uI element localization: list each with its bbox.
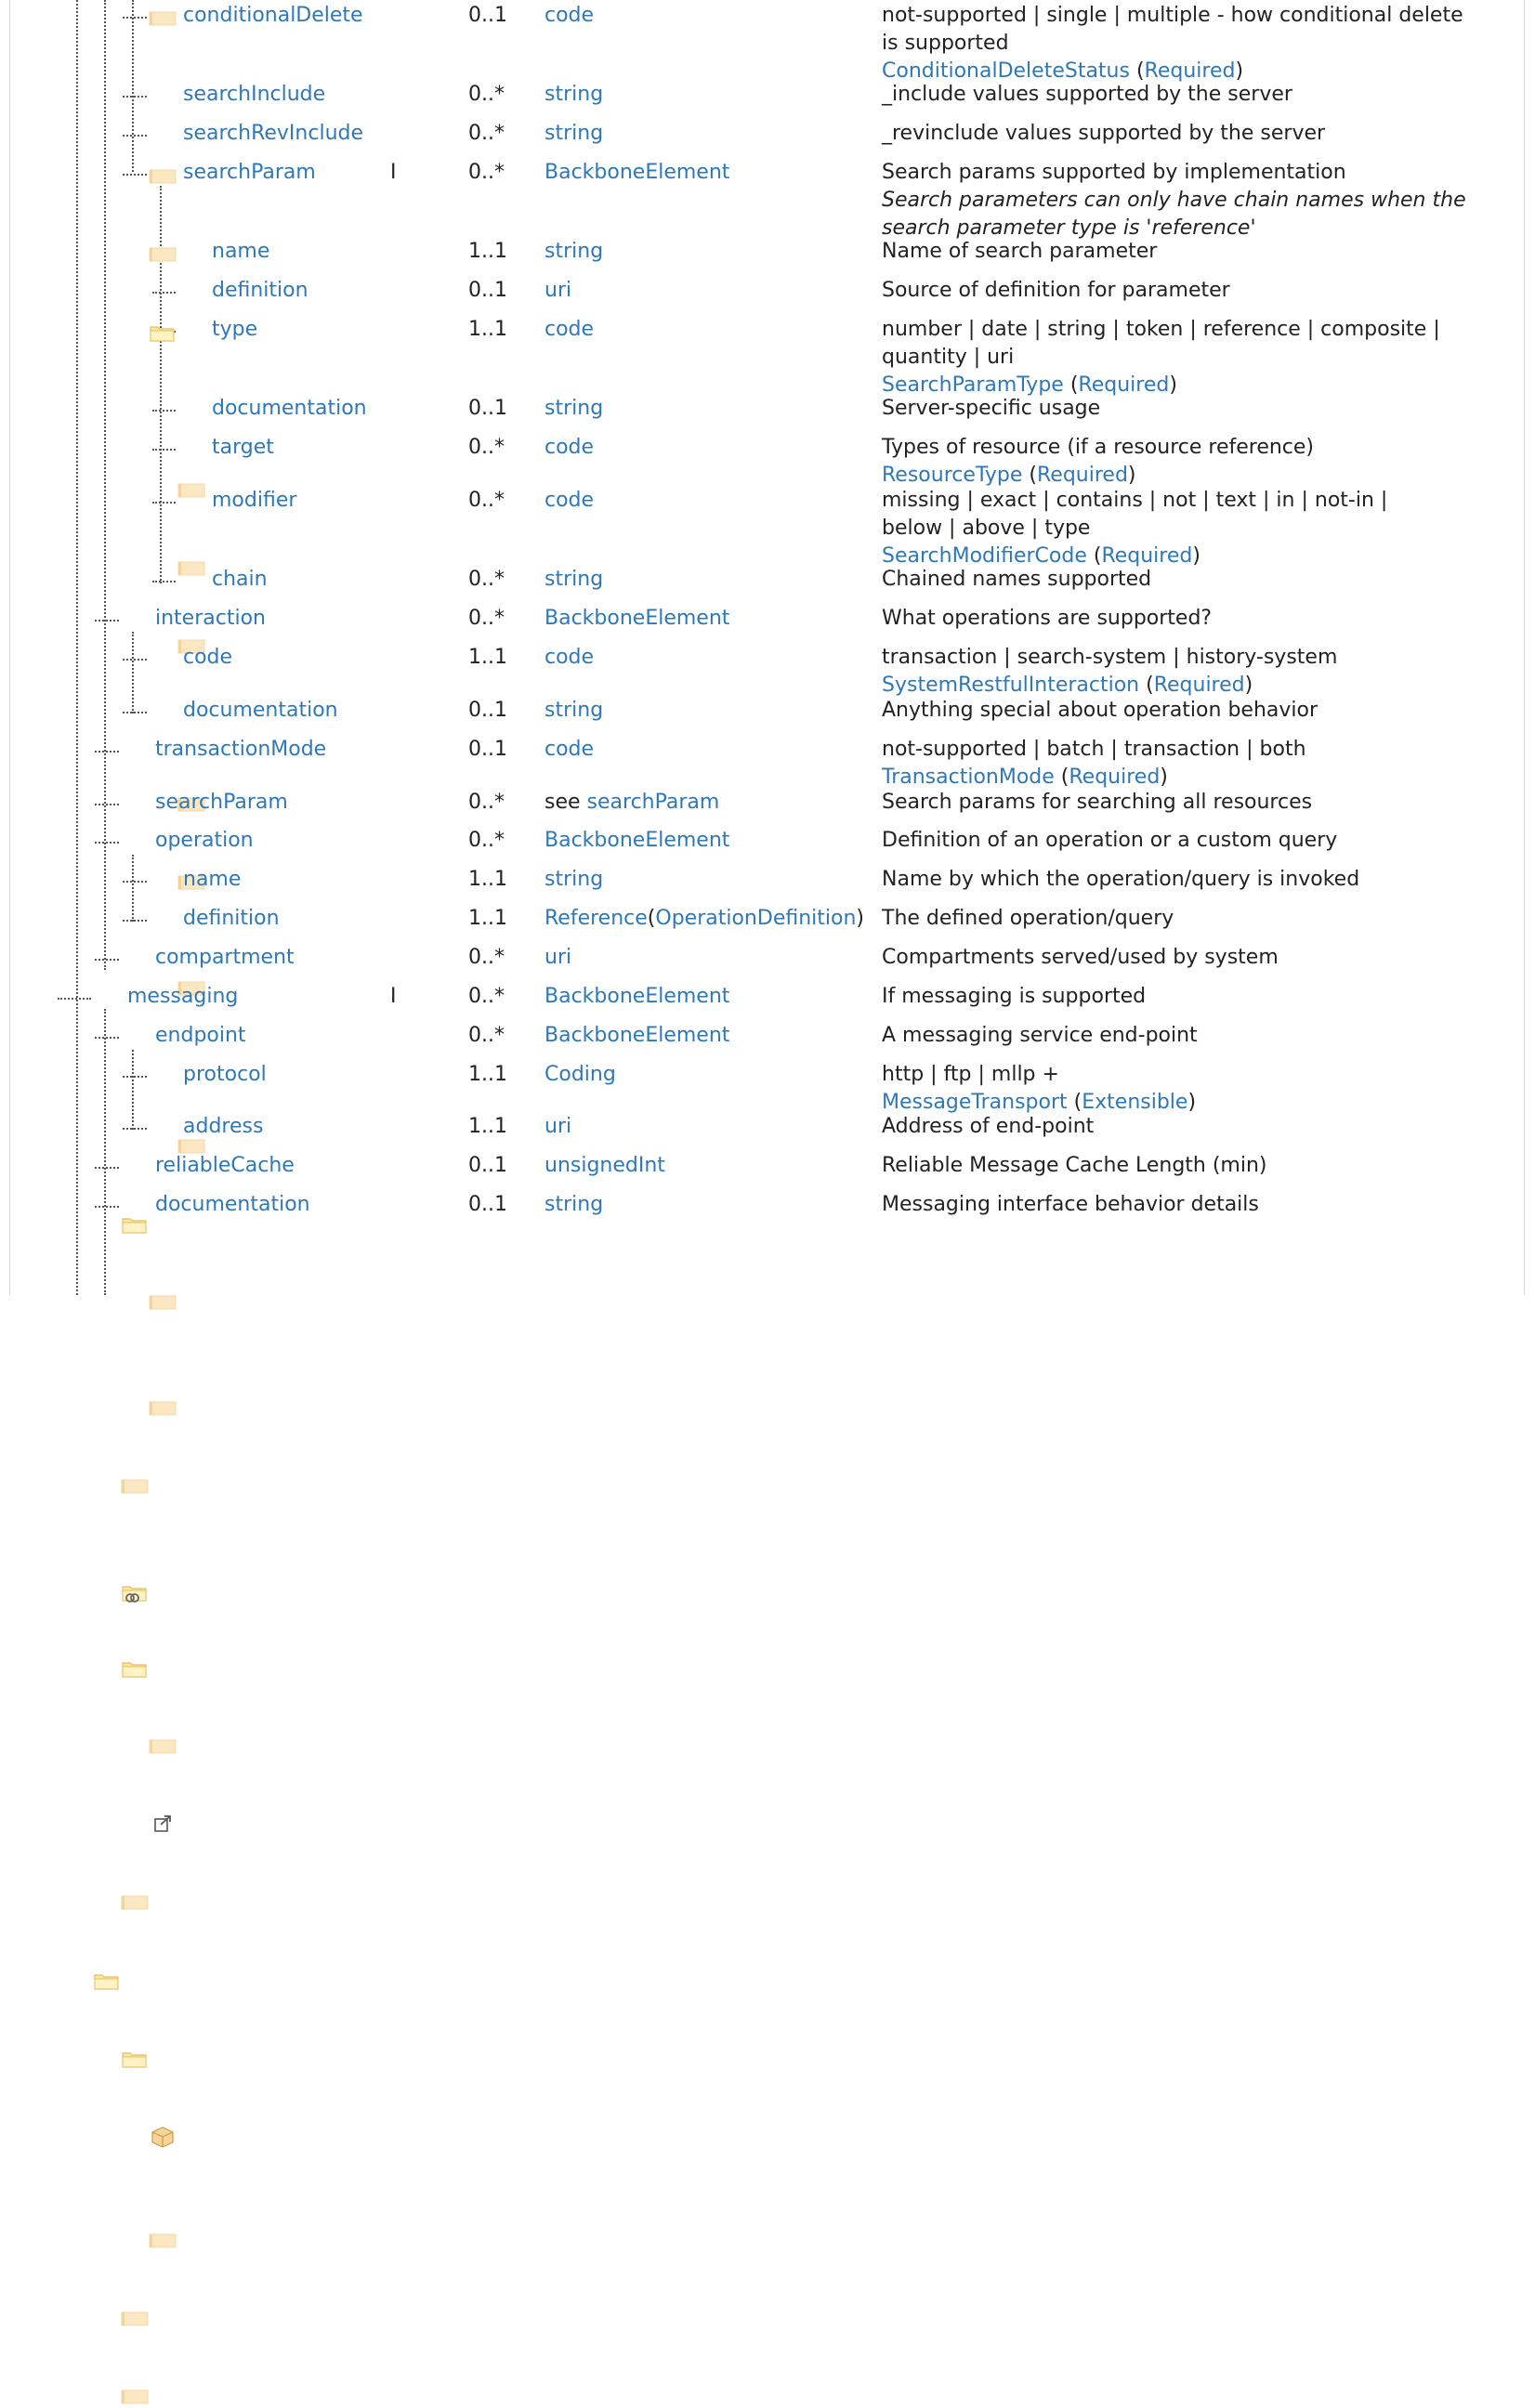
binding-strength-link[interactable]: Required xyxy=(1153,674,1245,697)
type-cell xyxy=(544,2,594,30)
description-line: http | ftp | mllp + xyxy=(882,1063,1059,1086)
description-line: Anything special about operation behavior xyxy=(882,699,1319,722)
description xyxy=(882,238,1495,266)
cardinality: 0..* xyxy=(468,829,505,852)
tree-guide-endpoint xyxy=(132,1050,134,1130)
type-cell xyxy=(544,566,603,594)
type-cell xyxy=(544,905,864,933)
type-cell xyxy=(544,1022,729,1050)
cardinality: 0..* xyxy=(468,946,505,969)
type-cell xyxy=(544,1191,603,1219)
cardinality: 0..* xyxy=(468,985,505,1008)
binding: SearchParamType (Required) xyxy=(882,373,1177,397)
element-name-link[interactable]: searchInclude xyxy=(183,83,326,106)
folder-icon xyxy=(121,2048,149,2066)
datatype-icon xyxy=(149,2126,177,2144)
tree-connector xyxy=(123,1076,147,1078)
type-link[interactable]: string xyxy=(544,397,604,420)
description-line: Search params supported by implementation xyxy=(882,161,1346,184)
element-name-link[interactable]: name xyxy=(183,868,242,891)
folder-icon xyxy=(121,1213,149,1232)
tree-guide-rest xyxy=(104,0,106,970)
description xyxy=(882,316,1495,399)
description xyxy=(882,944,1495,972)
description-line: Name of search parameter xyxy=(882,240,1158,263)
type-cell xyxy=(544,644,594,672)
cardinality: 0..1 xyxy=(468,397,507,420)
valueset-link[interactable]: TransactionMode xyxy=(882,766,1055,789)
type-link[interactable]: BackboneElement xyxy=(544,985,730,1008)
type-cell xyxy=(544,866,603,894)
type-link[interactable]: uri xyxy=(544,946,572,969)
description xyxy=(882,2,1495,85)
element-name-link[interactable]: name xyxy=(212,240,270,263)
element-name-link[interactable]: transactionMode xyxy=(155,738,327,761)
type-cell xyxy=(544,395,603,423)
tree-connector xyxy=(123,659,147,661)
tree-connector xyxy=(152,410,176,412)
tree-connector xyxy=(95,1206,119,1208)
type-cell xyxy=(544,316,594,344)
description-line: missing | exact | contains | not | text | in | not-in | xyxy=(882,489,1388,512)
right-border xyxy=(1524,0,1525,1295)
description xyxy=(882,866,1495,894)
cardinality: 0..* xyxy=(468,1024,505,1047)
cardinality: 0..* xyxy=(468,489,505,512)
cardinality: 1..1 xyxy=(468,868,507,891)
element-name-link[interactable]: searchRevInclude xyxy=(183,122,364,145)
type-cell xyxy=(544,238,603,266)
binding-strength-link[interactable]: Required xyxy=(1037,464,1128,487)
type-link[interactable]: BackboneElement xyxy=(544,1024,730,1047)
binding-strength-link[interactable]: Required xyxy=(1078,373,1170,397)
description xyxy=(882,277,1495,305)
description xyxy=(882,566,1495,594)
type-link[interactable]: searchParam xyxy=(586,791,720,814)
tree-connector xyxy=(123,920,147,922)
cardinality: 0..1 xyxy=(468,4,507,27)
description-line: If messaging is supported xyxy=(882,985,1147,1008)
element-name-link[interactable]: searchParam xyxy=(155,791,288,814)
description xyxy=(882,159,1495,242)
cardinality: 1..1 xyxy=(468,1063,507,1086)
type-link[interactable]: Reference xyxy=(544,907,648,930)
type-cell xyxy=(544,1113,571,1141)
tree-connector xyxy=(95,1167,119,1169)
type-cell xyxy=(544,605,729,633)
type-link[interactable]: code xyxy=(544,436,595,459)
folder-icon xyxy=(121,1657,149,1676)
description xyxy=(882,1152,1495,1180)
type-cell xyxy=(544,736,594,764)
binding-strength-link[interactable]: Extensible xyxy=(1082,1091,1188,1114)
element-icon xyxy=(177,557,205,576)
tree-connector xyxy=(123,1128,147,1130)
type-cell xyxy=(544,487,594,515)
element-icon xyxy=(149,1291,177,1310)
description xyxy=(882,81,1495,109)
description xyxy=(882,434,1495,490)
cardinality: 0..1 xyxy=(468,1193,507,1216)
binding: MessageTransport (Extensible) xyxy=(882,1091,1197,1114)
type-cell xyxy=(544,159,729,187)
element-name-link[interactable]: target xyxy=(212,436,274,459)
element-icon xyxy=(149,7,177,26)
type-link[interactable]: code xyxy=(544,4,595,27)
tree-connector xyxy=(123,96,147,98)
cardinality: 1..1 xyxy=(468,1115,507,1138)
type-link[interactable]: BackboneElement xyxy=(544,607,730,630)
type-paren: ( xyxy=(647,907,656,930)
element-name-link[interactable]: modifier xyxy=(212,489,297,512)
element-icon xyxy=(121,1475,149,1494)
description xyxy=(882,644,1495,700)
type-link[interactable]: code xyxy=(544,738,595,761)
cardinality: 0..* xyxy=(468,161,505,184)
tree-guide-resource xyxy=(132,0,134,172)
description xyxy=(882,983,1495,1011)
type-param-link[interactable]: OperationDefinition xyxy=(655,907,857,930)
description-line: Compartments served/used by system xyxy=(882,946,1279,969)
description-line: Address of end-point xyxy=(882,1115,1095,1138)
element-name-link[interactable]: endpoint xyxy=(155,1024,246,1047)
type-link[interactable]: string xyxy=(544,1193,604,1216)
type-link[interactable]: BackboneElement xyxy=(544,161,730,184)
binding: TransactionMode (Required) xyxy=(882,766,1168,789)
type-cell xyxy=(544,697,603,725)
description xyxy=(882,1113,1495,1141)
valueset-link[interactable]: ConditionalDeleteStatus xyxy=(882,59,1130,83)
binding: ResourceType (Required) xyxy=(882,464,1136,487)
tree-connector xyxy=(152,449,176,451)
folder-icon xyxy=(93,1970,121,1988)
binding: SearchModifierCode (Required) xyxy=(882,544,1200,568)
tree-connector xyxy=(95,751,119,752)
element-icon xyxy=(149,165,177,184)
binding-strength-link[interactable]: Required xyxy=(1069,766,1161,789)
type-paren: ) xyxy=(856,907,864,930)
cardinality: 1..1 xyxy=(468,646,507,669)
description-line: not-supported | batch | transaction | both xyxy=(882,738,1306,761)
description-line: is supported xyxy=(882,32,1009,55)
tree-connector xyxy=(123,135,147,137)
type-link[interactable]: string xyxy=(544,699,604,722)
description-line: Server-specific usage xyxy=(882,397,1101,420)
binding: SystemRestfulInteraction (Required) xyxy=(882,674,1253,697)
description xyxy=(882,605,1495,633)
element-name-link[interactable]: compartment xyxy=(155,946,295,969)
element-name-link[interactable]: operation xyxy=(155,829,254,852)
element-name-link[interactable]: type xyxy=(212,318,258,341)
description-line: not-supported | single | multiple - how conditional delete xyxy=(882,4,1463,27)
element-name-link[interactable]: conditionalDelete xyxy=(183,4,363,27)
description-line: _include values supported by the server xyxy=(882,83,1292,106)
type-cell xyxy=(544,434,594,462)
description-comment: search parameter type is 'reference' xyxy=(882,216,1256,240)
type-cell xyxy=(544,827,729,855)
valueset-link[interactable]: SystemRestfulInteraction xyxy=(882,674,1140,697)
tree-connector xyxy=(58,998,91,1000)
element-icon xyxy=(149,243,177,262)
tree-connector xyxy=(152,581,176,582)
description-line: Messaging interface behavior details xyxy=(882,1193,1259,1216)
element-icon xyxy=(149,1735,177,1754)
valueset-link[interactable]: SearchModifierCode xyxy=(882,544,1087,568)
description xyxy=(882,120,1495,148)
type-link[interactable]: uri xyxy=(544,1115,572,1138)
element-name-link[interactable]: documentation xyxy=(212,397,367,420)
description xyxy=(882,827,1495,855)
type-link[interactable]: unsignedInt xyxy=(544,1154,665,1177)
description-line: _revinclude values supported by the server xyxy=(882,122,1326,145)
cardinality: 0..1 xyxy=(468,738,507,761)
cardinality: 0..* xyxy=(468,791,505,814)
tree-connector xyxy=(95,804,119,805)
description-line: The defined operation/query xyxy=(882,907,1174,930)
tree-guide-operation xyxy=(132,855,134,922)
tree-connector xyxy=(123,712,147,713)
type-cell xyxy=(544,1152,665,1180)
description xyxy=(882,736,1495,792)
folder-icon xyxy=(149,321,177,340)
element-icon xyxy=(149,1397,177,1416)
description-comment: Search parameters can only have chain names when the xyxy=(882,189,1466,212)
type-cell xyxy=(544,1061,616,1089)
description xyxy=(882,1061,1495,1117)
element-name-link[interactable]: chain xyxy=(212,568,268,591)
type-cell xyxy=(544,277,571,305)
element-name-link[interactable]: messaging xyxy=(127,985,239,1008)
description-line: Reliable Message Cache Length (min) xyxy=(882,1154,1267,1177)
element-name-link[interactable]: protocol xyxy=(183,1063,267,1086)
tree-connector xyxy=(95,1037,119,1039)
cardinality: 0..* xyxy=(468,568,505,591)
description-line: What operations are supported? xyxy=(882,607,1213,630)
cardinality: 1..1 xyxy=(468,907,507,930)
type-link[interactable]: string xyxy=(544,122,604,145)
type-link[interactable]: code xyxy=(544,646,595,669)
element-icon xyxy=(121,2308,149,2326)
description-line: number | date | string | token | reference | composite | xyxy=(882,318,1440,341)
binding-strength-link[interactable]: Required xyxy=(1144,59,1236,83)
description xyxy=(882,697,1495,725)
tree-connector xyxy=(95,842,119,844)
element-name-link[interactable]: code xyxy=(183,646,233,669)
tree-connector xyxy=(152,292,176,294)
type-link[interactable]: BackboneElement xyxy=(544,829,730,852)
element-name-link[interactable]: documentation xyxy=(183,699,338,722)
external-reference-icon xyxy=(149,1813,177,1832)
element-icon xyxy=(177,479,205,498)
description-line: Definition of an operation or a custom query xyxy=(882,829,1338,852)
description xyxy=(882,1191,1495,1219)
description-line: Source of definition for parameter xyxy=(882,279,1230,302)
type-link[interactable]: uri xyxy=(544,279,572,302)
valueset-link[interactable]: MessageTransport xyxy=(882,1091,1068,1114)
cardinality: 0..* xyxy=(468,607,505,630)
tree-connector xyxy=(152,502,176,504)
cardinality: 0..* xyxy=(468,83,505,106)
type-cell xyxy=(544,944,571,972)
element-name-link[interactable]: definition xyxy=(212,279,308,302)
type-link[interactable]: string xyxy=(544,83,604,106)
cardinality: 0..1 xyxy=(468,279,507,302)
cardinality: 0..1 xyxy=(468,1154,507,1177)
valueset-link[interactable]: ResourceType xyxy=(882,464,1023,487)
description-line: Types of resource (if a resource reference) xyxy=(882,436,1315,459)
cardinality: 1..1 xyxy=(468,318,507,341)
description-line: A messaging service end-point xyxy=(882,1024,1198,1047)
element-name-link[interactable]: address xyxy=(183,1115,264,1138)
description-line: quantity | uri xyxy=(882,346,1015,369)
element-name-link[interactable]: documentation xyxy=(155,1193,310,1216)
tree-guide-messaging xyxy=(104,1009,106,1295)
type-cell xyxy=(544,120,603,148)
invariant-flag: I xyxy=(390,985,397,1008)
element-name-link[interactable]: searchParam xyxy=(183,161,316,184)
element-icon xyxy=(149,2230,177,2248)
description xyxy=(882,395,1495,423)
cardinality: 0..* xyxy=(468,436,505,459)
description-line: transaction | search-system | history-system xyxy=(882,646,1338,669)
folder-icon xyxy=(121,1581,149,1600)
description-line: below | above | type xyxy=(882,517,1091,540)
cardinality: 0..* xyxy=(468,122,505,145)
element-name-link[interactable]: definition xyxy=(183,907,280,930)
type-cell xyxy=(544,789,719,817)
left-border xyxy=(9,0,10,1295)
tree-connector xyxy=(123,174,147,176)
element-icon xyxy=(121,1891,149,1910)
type-link[interactable]: string xyxy=(544,868,604,891)
description-line: Name by which the operation/query is invoked xyxy=(882,868,1360,891)
description xyxy=(882,1022,1495,1050)
description xyxy=(882,789,1495,817)
tree-guide-root xyxy=(76,0,78,1295)
cardinality: 0..1 xyxy=(468,699,507,722)
tree-connector xyxy=(123,881,147,883)
type-cell xyxy=(544,983,729,1011)
type-link[interactable]: code xyxy=(544,318,595,341)
tree-connector xyxy=(95,959,119,961)
element-name-link[interactable]: interaction xyxy=(155,607,266,630)
description-line: Chained names supported xyxy=(882,568,1152,591)
type-cell xyxy=(544,81,603,109)
element-name-link[interactable]: reliableCache xyxy=(155,1154,295,1177)
type-link[interactable]: string xyxy=(544,240,604,263)
type-prefix: see xyxy=(544,791,581,814)
tree-guide-interaction xyxy=(132,632,134,713)
binding: ConditionalDeleteStatus (Required) xyxy=(882,59,1244,83)
type-link[interactable]: string xyxy=(544,568,604,591)
element-icon xyxy=(121,2386,149,2404)
type-link[interactable]: Coding xyxy=(544,1063,616,1086)
binding-strength-link[interactable]: Required xyxy=(1101,544,1193,568)
invariant-flag: I xyxy=(390,161,397,184)
description-line: Search params for searching all resources xyxy=(882,791,1313,814)
valueset-link[interactable]: SearchParamType xyxy=(882,373,1064,397)
description xyxy=(882,487,1495,570)
description xyxy=(882,905,1495,933)
type-link[interactable]: code xyxy=(544,489,595,512)
tree-connector xyxy=(95,620,119,622)
cardinality: 1..1 xyxy=(468,240,507,263)
tree-connector xyxy=(123,17,147,19)
